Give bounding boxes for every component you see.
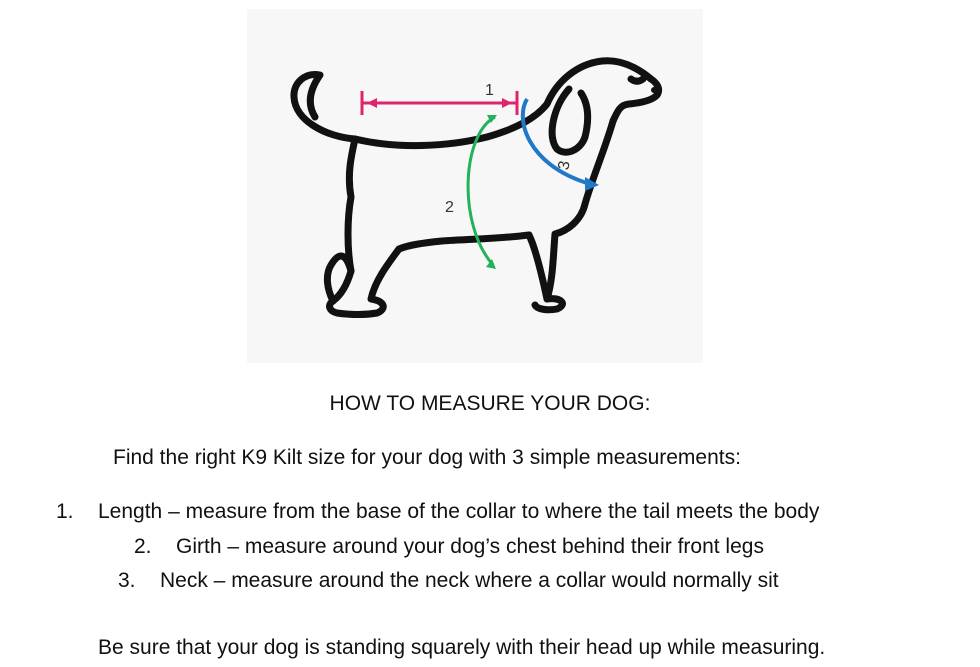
girth-label: 2 [445,199,454,216]
intro-text: Find the right K9 Kilt size for your dog with 3 simple measurements: [113,446,741,469]
neck-label: 3 [555,159,574,172]
dog-measurement-illustration [247,9,703,363]
list-item [56,500,819,524]
list-number: 1. [56,500,74,523]
dog-outline-graphic [247,9,703,363]
measuring-note: Be sure that your dog is standing squarely with their head up while measuring. [98,636,826,659]
list-number: 3. [118,569,136,592]
dog-silhouette [294,61,659,315]
list-text: Girth – measure around your dog’s chest behind their front legs [176,535,764,558]
length-label: 1 [485,82,494,99]
list-text: Length – measure from the base of the collar to where the tail meets the body [98,500,820,523]
page-heading: HOW TO MEASURE YOUR DOG: [329,392,651,415]
list-item [134,535,764,559]
list-number: 2. [134,535,152,558]
list-text: Neck – measure around the neck where a collar would normally sit [160,569,779,592]
list-item [118,569,779,593]
